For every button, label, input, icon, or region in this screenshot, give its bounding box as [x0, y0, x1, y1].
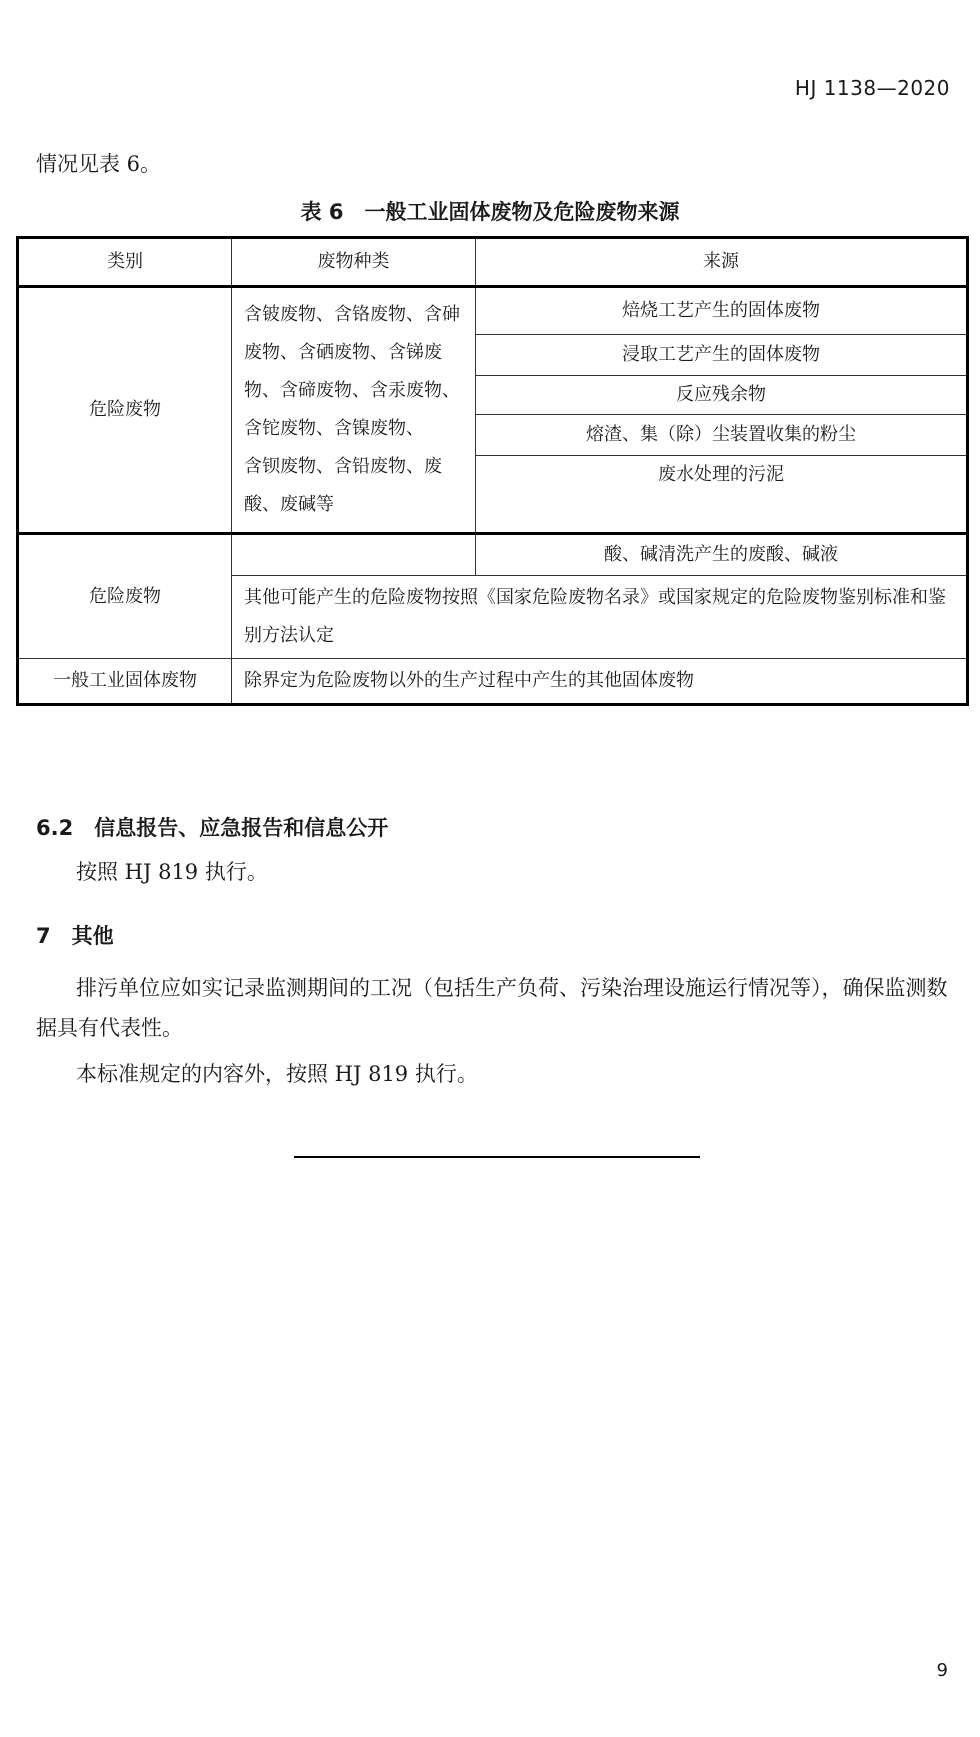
table-row — [18, 287, 968, 335]
page-number: 9 — [936, 1660, 948, 1681]
section-7-para1: 排污单位应如实记录监测期间的工况（包括生产负荷、污染治理设施运行情况等），确保监测数据具有代表性。 — [36, 976, 948, 1040]
waste-types-line1: 含铍废物、含铬废物、含砷废物、含硒废物、含锑废物、含碲废物、含汞废物、含铊废物、含镍废物、 — [244, 304, 460, 439]
header-category: 类别 — [18, 238, 232, 287]
source-roasting: 焙烧工艺产生的固体废物 — [476, 287, 968, 335]
source-sludge: 废水处理的污泥 — [476, 456, 968, 534]
end-rule — [294, 1156, 700, 1158]
source-acid-alkali: 酸、碱清洗产生的废酸、碱液 — [476, 534, 968, 576]
source-slag-dust: 熔渣、集（除）尘装置收集的粉尘 — [476, 415, 968, 456]
other-hazardous-note: 其他可能产生的危险废物按照《国家危险废物名录》或国家规定的危险废物鉴别标准和鉴别方法认定 — [232, 576, 968, 659]
source-residue: 反应残余物 — [476, 376, 968, 415]
intro-text: 情况见表 6。 — [36, 152, 162, 176]
section-7-heading: 7 其他 — [36, 924, 114, 948]
general-waste-note: 除界定为危险废物以外的生产过程中产生的其他固体废物 — [232, 659, 968, 705]
category-hazardous-2: 危险废物 — [18, 534, 232, 659]
waste-types-cell — [232, 287, 476, 534]
table-row — [18, 534, 968, 576]
section-7-para2: 本标准规定的内容外，按照 HJ 819 执行。 — [76, 1062, 478, 1086]
header-waste-type: 废物种类 — [232, 238, 476, 287]
waste-types-line2: 含钡废物、含铅废物、废酸、废碱等 — [244, 456, 442, 515]
section-6-2-heading: 6.2 信息报告、应急报告和信息公开 — [36, 816, 389, 840]
header-source: 来源 — [476, 238, 968, 287]
category-general: 一般工业固体废物 — [18, 659, 232, 705]
document-code: HJ 1138—2020 — [794, 76, 950, 100]
empty-waste-type-cell — [232, 534, 476, 576]
source-leaching: 浸取工艺产生的固体废物 — [476, 335, 968, 376]
section-6-2-body: 按照 HJ 819 执行。 — [76, 860, 268, 884]
table-caption: 表 6 一般工业固体废物及危险废物来源 — [300, 200, 680, 224]
category-hazardous-1: 危险废物 — [18, 287, 232, 534]
table-header-row — [18, 238, 968, 287]
table-row — [18, 659, 968, 705]
waste-source-table — [16, 236, 969, 706]
